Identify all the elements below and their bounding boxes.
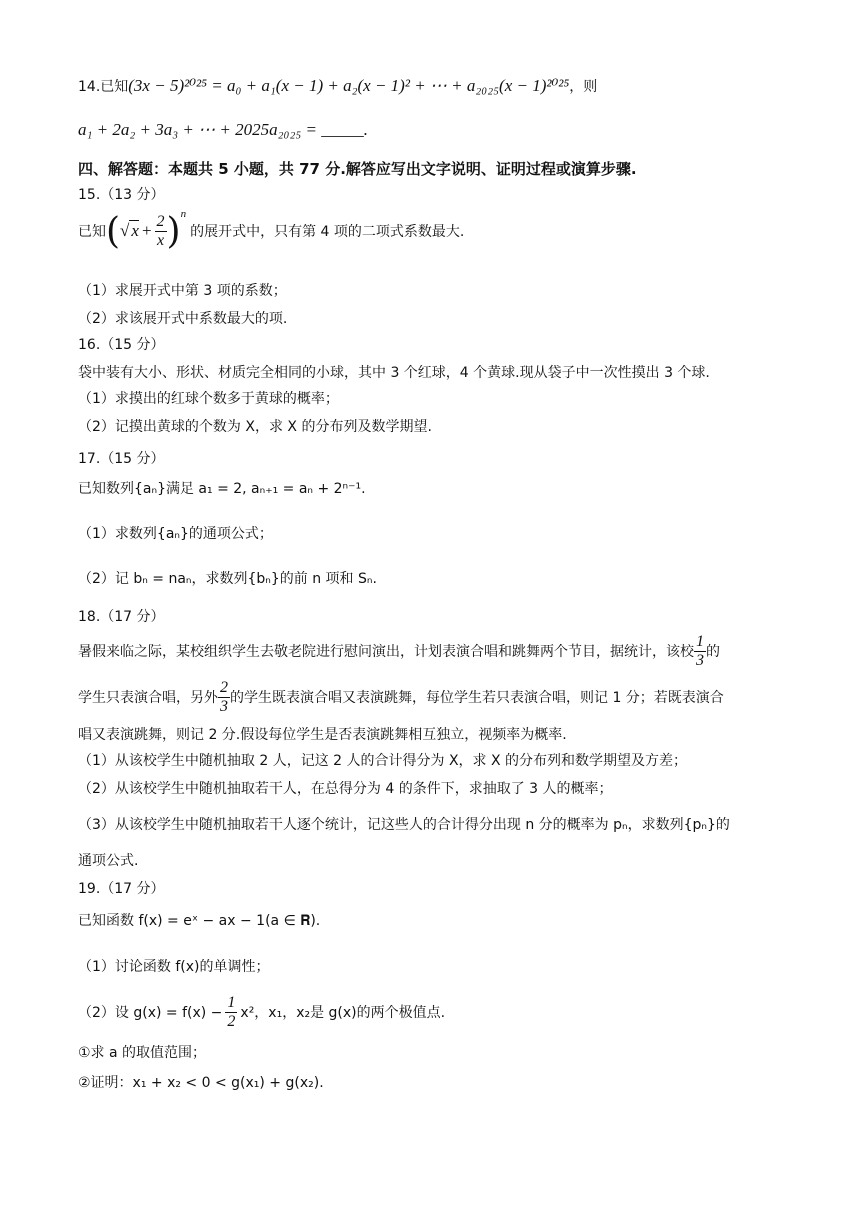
q18-header: 18.（17 分） [78,609,165,625]
q15-stem-prefix: 已知 [78,224,106,240]
q18-line3: 唱又表演跳舞，则记 2 分.假设每位学生是否表演跳舞相互独立，视频率为概率. [78,727,567,743]
q14-line2 [78,120,368,140]
q16-header: 16.（15 分） [78,337,165,353]
q14-prefix: 14.已知 [78,79,129,95]
q19-part1: （1）讨论函数 f(x)的单调性； [78,959,270,975]
q14-expansion: (3x − 5)²⁰²⁵ = a₀ + a₁(x − 1) + a₂(x − 1)² + ⋯ + a₂₀₂₅(x − 1)²⁰²⁵ [128,76,570,95]
q17-part1: （1）求数列{aₙ}的通项公式； [78,526,273,542]
q19-stem: 已知函数 f(x) = eˣ − ax − 1(a ∈ 𝐑). [78,913,321,929]
section-heading: 四、解答题：本题共 5 小题，共 77 分.解答应写出文字说明、证明过程或演算步骤. [78,160,637,178]
q19-header: 19.（17 分） [78,881,165,897]
q15-stem-suffix: 的展开式中，只有第 4 项的二项式系数最大. [190,224,465,240]
q14-suffix: ，则 [569,79,598,95]
q15-part2: （2）求该展开式中系数最大的项. [78,311,288,327]
q16-part2: （2）记摸出黄球的个数为 X，求 X 的分布列及数学期望. [78,419,432,435]
q19-sub1: ①求 a 的取值范围； [78,1045,207,1061]
q15-part1: （1）求展开式中第 3 项的系数； [78,283,287,299]
q17-part2: （2）记 bₙ = naₙ，求数列{bₙ}的前 n 项和 Sₙ. [78,571,377,587]
q16-part1: （1）求摸出的红球个数多于黄球的概率； [78,391,339,407]
q18-fraction-one-third: $\frac{1}{3}$ [696,632,704,669]
q15-exponent: n [180,208,187,220]
q18-part3-line1: （3）从该校学生中随机抽取若干人逐个统计，记这些人的合计得分出现 n 分的概率为 pₙ，求数列{pₙ}的 [78,817,730,833]
q19-sub2: ②证明：x₁ + x₂ < 0 < g(x₁) + g(x₂). [78,1075,324,1091]
q15-sqrt-x: x [131,221,139,240]
q18-part1: （1）从该校学生中随机抽取 2 人，记这 2 人的合计得分为 X，求 X 的分布列和数学期望及方差； [78,753,688,769]
q15-fraction: $\frac{2}{x}$ [156,212,165,249]
q18-part3-line2: 通项公式. [78,853,139,869]
q19-part2: （2）设 g(x) = f(x) − $\frac{1}{2}$ x²，x₁，x₂是 g(x)的两个极值点. [78,993,446,1030]
q15-header: 15.（13 分） [78,187,165,203]
q18-line1: 暑假来临之际，某校组织学生去敬老院进行慰问演出，计划表演合唱和跳舞两个节目，据统计，该校 $\frac{1}{3}$ 的 [78,632,720,669]
q17-header: 17.（15 分） [78,451,165,467]
q18-line2: 学生只表演合唱，另外 $\frac{2}{3}$ 的学生既表演合唱又表演跳舞，每位学生若只表演合唱，则记 1 分；若既表演合 [78,678,724,715]
q18-fraction-two-thirds: $\frac{2}{3}$ [220,678,228,715]
q15-stem: 已知 ( √ x + $\frac{2}{x}$ ) n 的展开式中，只有第 4 项的二项式系数最大. [78,208,465,252]
q19-fraction-half: $\frac{1}{2}$ [227,993,236,1030]
q16-stem: 袋中装有大小、形状、材质完全相同的小球，其中 3 个红球，4 个黄球.现从袋子中一次性摸出 3 个球. [78,365,710,381]
q18-part2: （2）从该校学生中随机抽取若干人，在总得分为 4 的条件下，求抽取了 3 人的概率； [78,781,613,797]
q14-line1 [78,76,597,96]
q14-blank-expression: a₁ + 2a₂ + 3a₃ + ⋯ + 2025a₂₀₂₅ = _____. [78,120,368,139]
q17-stem: 已知数列{aₙ}满足 a₁ = 2, aₙ₊₁ = aₙ + 2ⁿ⁻¹. [78,481,366,497]
